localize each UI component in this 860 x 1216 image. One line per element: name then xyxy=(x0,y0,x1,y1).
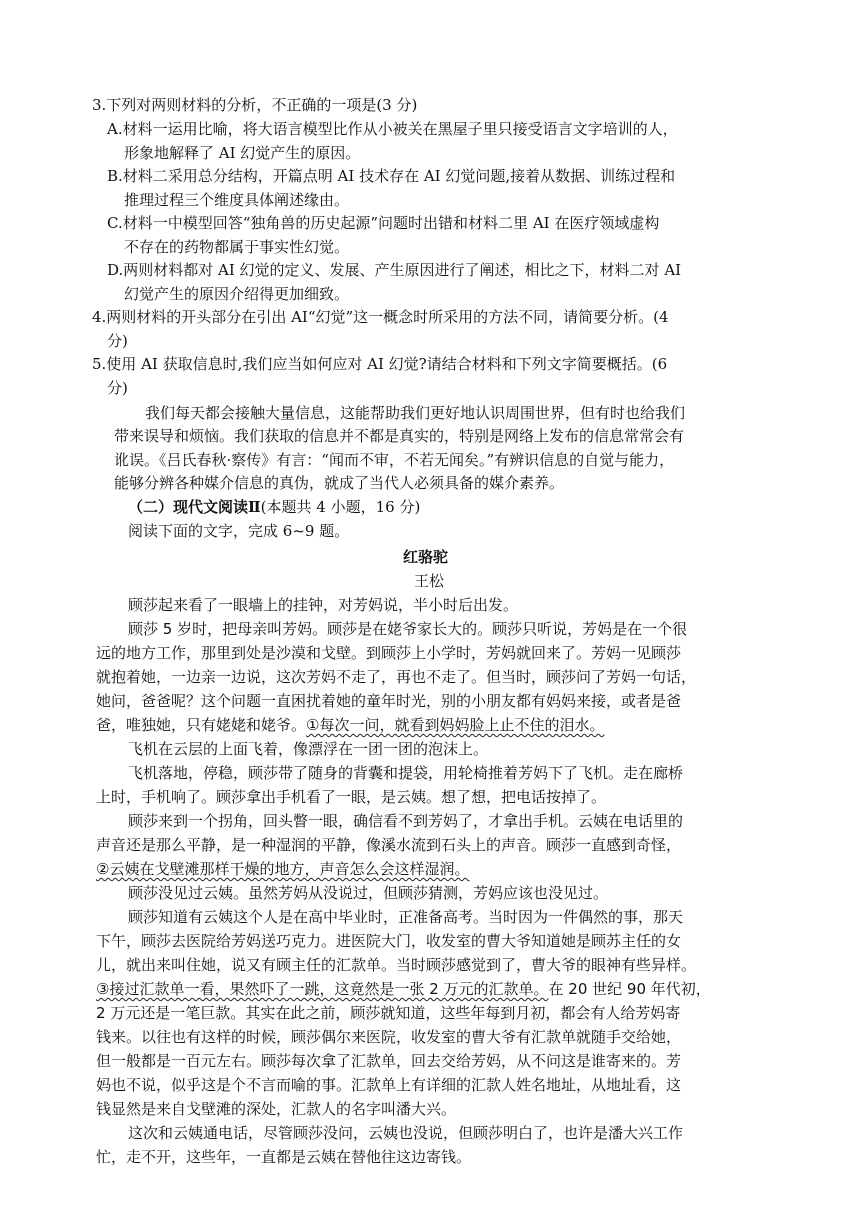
question-3-stem: 3.下列对两则材料的分析，不正确的一项是(3 分) xyxy=(92,96,418,114)
story-line xyxy=(96,714,604,737)
story-line: 这次和云姨通电话，尽管顾莎没问，云姨也没说，但顾莎明白了，也许是潘大兴工作 xyxy=(128,1124,684,1142)
story-text: 爸，唯独她，只有姥姥和姥爷。 xyxy=(96,716,307,734)
option-b-line-2: 推理过程三个维度具体阐述缘由。 xyxy=(124,191,350,209)
underlined-sentence-2: ②云姨在戈壁滩那样干燥的地方，声音怎么会这样湿润。 xyxy=(96,860,470,878)
underlined-sentence-1: ①每次一问，就看到妈妈脸上止不住的泪水。 xyxy=(306,716,605,734)
option-c-line-1: C.材料一中模型回答“独角兽的历史起源”问题时出错和材料二里 AI 在医疗领域虚构 xyxy=(107,214,660,232)
story-line: 远的地方工作，那里到处是沙漠和戈壁。到顾莎上小学时，芳妈就回来了。芳妈一见顾莎 xyxy=(96,644,682,662)
story-line: 顾莎起来看了一眼墙上的挂钟，对芳妈说，半小时后出发。 xyxy=(128,596,519,614)
section-heading-bold: （二）现代文阅读Ⅱ xyxy=(128,498,261,516)
story-line: 她问，爸爸呢？这个问题一直困扰着她的童年时光，别的小朋友都有妈妈来接，或者是爸 xyxy=(96,692,682,710)
story-text: 在 20 世纪 90 年代初， xyxy=(548,980,711,998)
option-c-line-2: 不存在的药物都属于事实性幻觉。 xyxy=(124,238,350,256)
question-4-line-1: 4.两则材料的开头部分在引出 AI“幻觉”这一概念时所采用的方法不同，请简要分析。(4 xyxy=(92,308,669,326)
story-line xyxy=(96,858,469,881)
option-d-line-2: 幻觉产生的原因介绍得更加细致。 xyxy=(124,285,350,303)
story-line: 顾莎没见过云姨。虽然芳妈从没说过，但顾莎猜测，芳妈应该也没见过。 xyxy=(128,884,609,902)
q5-passage-line-3: 讹误。《吕氏春秋·察传》有言：“闻而不审，不若无闻矣。”有辨识信息的自觉与能力， xyxy=(114,451,675,469)
reading-instruction: 阅读下面的文字，完成 6~9 题。 xyxy=(128,522,350,540)
story-line: 顾莎来到一个拐角，回头瞥一眼，确信看不到芳妈了，才拿出手机。云姨在电话里的 xyxy=(128,812,684,830)
story-line: 顾莎 5 岁时，把母亲叫芳妈。顾莎是在姥爷家长大的。顾莎只听说，芳妈是在一个很 xyxy=(128,620,688,638)
story-line: 下午，顾莎去医院给芳妈送巧克力。进医院大门，收发室的曹大爷知道她是顾苏主任的女 xyxy=(96,932,682,950)
section-heading-rest: (本题共 4 小题，16 分) xyxy=(260,498,421,516)
story-line: 飞机在云层的上面飞着，像漂浮在一团一团的泡沫上。 xyxy=(128,740,489,758)
q5-passage-line-4: 能够分辨各种媒介信息的真伪，就成了当代人必须具备的媒介素养。 xyxy=(114,474,565,492)
story-line: 就抱着她，一边亲一边说，这次芳妈不走了，再也不走了。但当时，顾莎问了芳妈一句话， xyxy=(96,668,697,686)
option-a-line-1: A.材料一运用比喻，将大语言模型比作从小被关在黑屋子里只接受语言文字培训的人， xyxy=(107,120,678,138)
question-5-line-1: 5.使用 AI 获取信息时,我们应当如何应对 AI 幻觉?请结合材料和下列文字简要概括。(6 xyxy=(92,355,668,373)
story-line: 钱来。以往也有这样的时候，顾莎偶尔来医院，收发室的曹大爷有汇款单就随手交给她， xyxy=(96,1028,682,1046)
story-line: 上时，手机响了。顾莎拿出手机看了一眼，是云姨。想了想，把电话按掉了。 xyxy=(96,788,607,806)
underlined-sentence-3: ③接过汇款单一看，果然吓了一跳，这竟然是一张 2 万元的汇款单。 xyxy=(96,980,549,998)
story-title: 红骆驼 xyxy=(403,548,449,566)
story-line: 飞机落地，停稳，顾莎带了随身的背囊和提袋，用轮椅推着芳妈下了飞机。走在廊桥 xyxy=(128,764,684,782)
question-4-line-2: 分) xyxy=(107,332,128,350)
option-d-line-1: D.两则材料都对 AI 幻觉的定义、发展、产生原因进行了阐述，相比之下，材料二对 AI xyxy=(107,261,682,279)
story-line: 但一般都是一百元左右。顾莎每次拿了汇款单，回去交给芳妈，从不问这是谁寄来的。芳 xyxy=(96,1052,682,1070)
story-author: 王松 xyxy=(414,572,445,590)
story-line: 妈也不说，似乎这是个不言而喻的事。汇款单上有详细的汇款人姓名地址，从地址看，这 xyxy=(96,1076,682,1094)
story-line: 儿，就出来叫住她，说又有顾主任的汇款单。当时顾莎感觉到了，曹大爷的眼神有些异样。 xyxy=(96,956,697,974)
story-line xyxy=(96,978,711,1001)
story-line: 2 万元还是一笔巨款。其实在此之前，顾莎就知道，这些年每到月初，都会有人给芳妈寄 xyxy=(96,1004,681,1022)
story-line: 忙，走不开，这些年，一直都是云姨在替他往这边寄钱。 xyxy=(96,1148,472,1166)
story-line: 钱显然是来自戈壁滩的深处，汇款人的名字叫潘大兴。 xyxy=(96,1100,457,1118)
story-line: 顾莎知道有云姨这个人是在高中毕业时，正准备高考。当时因为一件偶然的事，那天 xyxy=(128,908,684,926)
option-a-line-2: 形象地解释了 AI 幻觉产生的原因。 xyxy=(124,144,361,162)
option-b-line-1: B.材料二采用总分结构，开篇点明 AI 技术存在 AI 幻觉问题,接着从数据、训练过程和 xyxy=(107,167,676,185)
q5-passage-line-2: 带来误导和烦恼。我们获取的信息并不都是真实的，特别是网络上发布的信息常常会有 xyxy=(114,427,685,445)
question-5-line-2: 分) xyxy=(107,379,128,397)
q5-passage-line-1: 我们每天都会接触大量信息，这能帮助我们更好地认识周围世界，但有时也给我们 xyxy=(145,404,686,422)
story-line: 声音还是那么平静，是一种湿润的平静，像溪水流到石头上的声音。顾莎一直感到奇怪， xyxy=(96,836,682,854)
section-heading xyxy=(128,496,420,519)
